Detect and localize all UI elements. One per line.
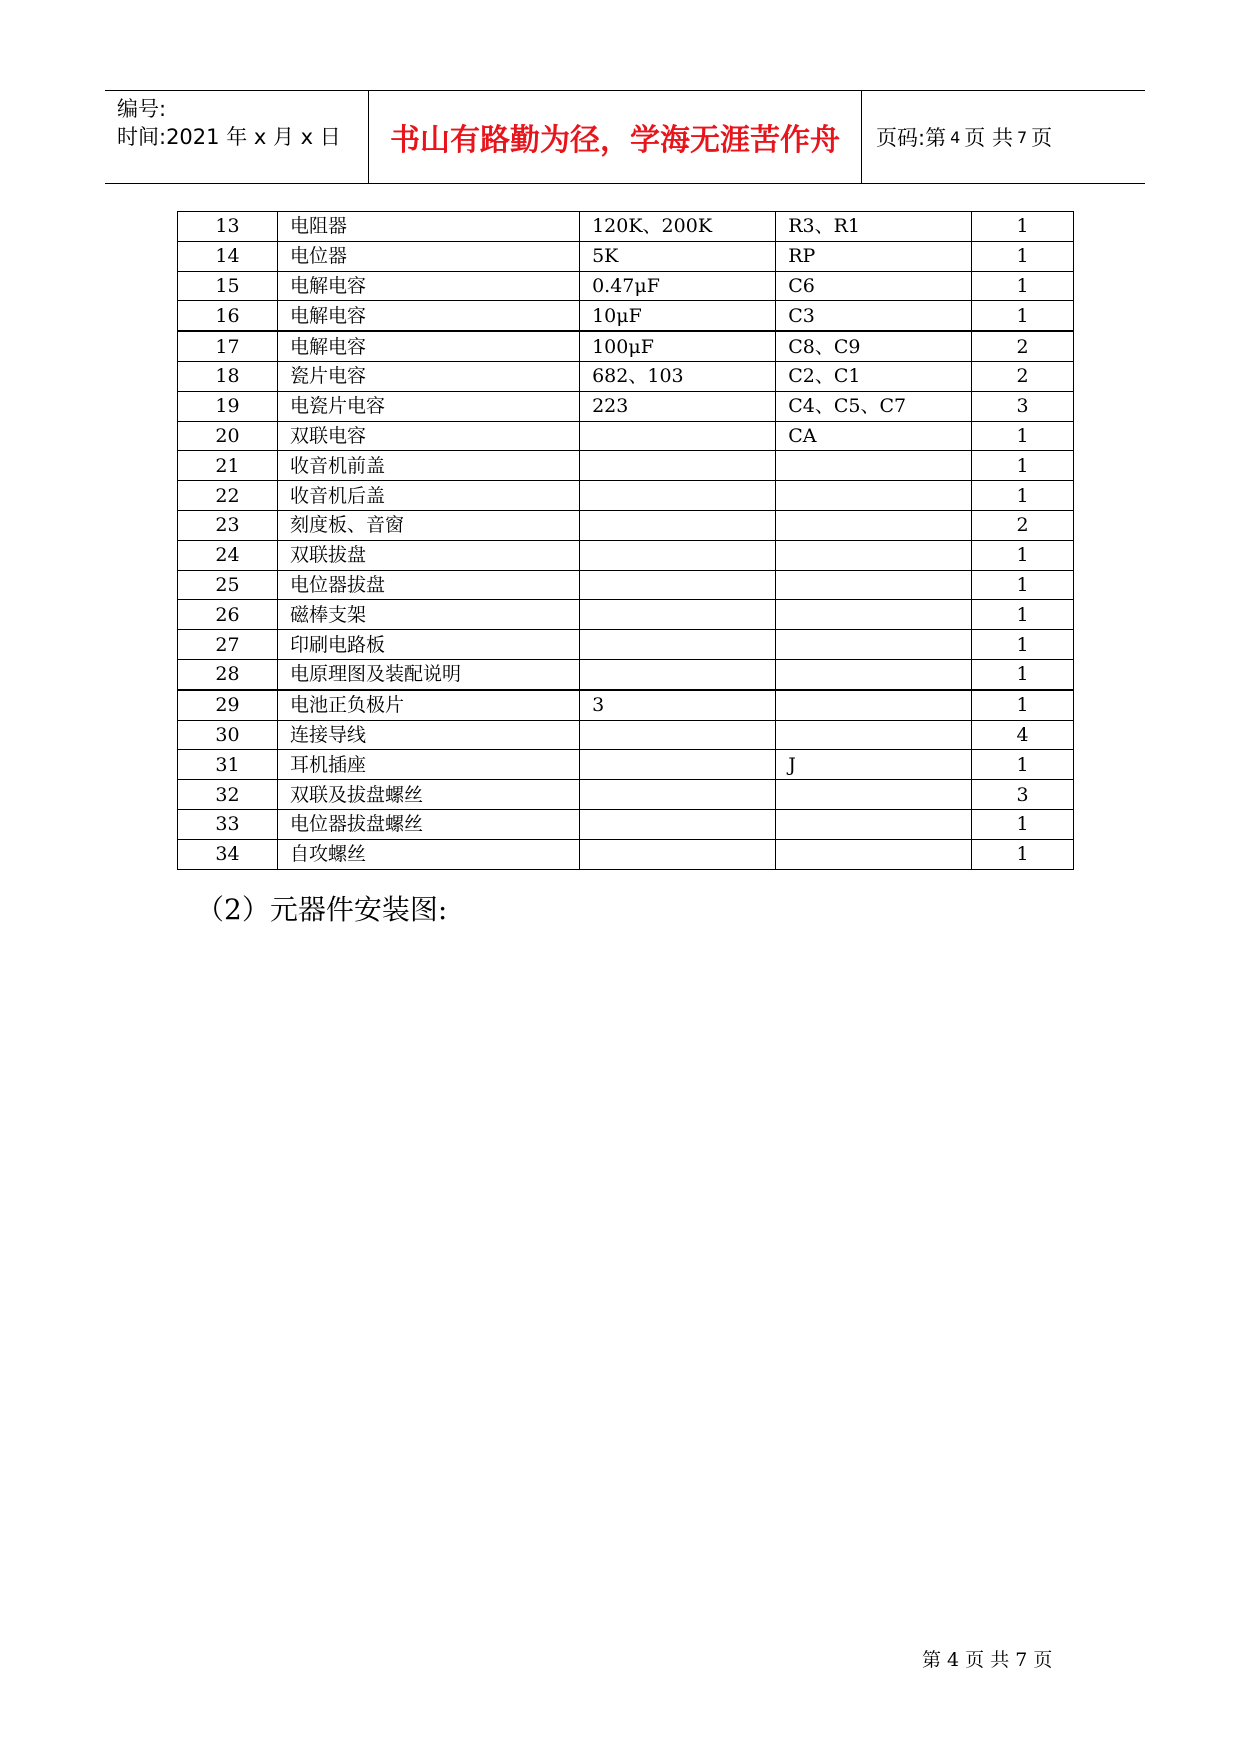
cell-number: 34 [178,839,278,869]
cell-ref [776,809,972,839]
cell-spec [580,510,776,540]
header-motto: 书山有路勤为径，学海无涯苦作舟 [369,91,862,183]
table-row [178,331,1074,361]
cell-quantity: 2 [972,331,1074,361]
cell-spec: 682、103 [580,361,776,391]
cell-spec [580,540,776,570]
table-row [178,540,1074,570]
cell-number: 26 [178,600,278,630]
cell-quantity: 3 [972,391,1074,421]
table-row [178,750,1074,780]
cell-ref: C4、C5、C7 [776,391,972,421]
cell-name: 磁棒支架 [278,600,580,630]
cell-number: 14 [178,241,278,271]
cell-quantity: 1 [972,750,1074,780]
cell-name: 收音机前盖 [278,451,580,481]
cell-spec: 120K、200K [580,212,776,242]
cell-spec [580,839,776,869]
cell-name: 电位器拔盘螺丝 [278,809,580,839]
cell-number: 24 [178,540,278,570]
cell-number: 27 [178,630,278,660]
table-row [178,451,1074,481]
cell-number: 25 [178,570,278,600]
page-info-prefix: 页码:第 [876,126,947,150]
cell-number: 30 [178,720,278,750]
cell-quantity: 1 [972,690,1074,720]
number-label: 编号: [117,97,167,121]
cell-spec [580,630,776,660]
table-row [178,212,1074,242]
cell-quantity: 1 [972,421,1074,451]
cell-spec [580,481,776,511]
cell-quantity: 1 [972,659,1074,689]
parts-table-body [178,212,1074,870]
cell-name: 收音机后盖 [278,481,580,511]
table-row [178,809,1074,839]
cell-name: 自攻螺丝 [278,839,580,869]
cell-number: 33 [178,809,278,839]
cell-number: 29 [178,690,278,720]
cell-name: 双联及拔盘螺丝 [278,780,580,810]
cell-spec: 223 [580,391,776,421]
cell-number: 22 [178,481,278,511]
cell-quantity: 2 [972,361,1074,391]
cell-number: 19 [178,391,278,421]
cell-quantity: 1 [972,630,1074,660]
cell-ref [776,600,972,630]
cell-ref [776,481,972,511]
page-info-suffix: 页 [1031,126,1053,150]
cell-quantity: 4 [972,720,1074,750]
cell-ref [776,690,972,720]
table-row [178,481,1074,511]
cell-ref [776,570,972,600]
cell-spec [580,451,776,481]
cell-spec [580,809,776,839]
cell-number: 15 [178,271,278,301]
section-caption: （2）元器件安装图: [196,893,448,926]
cell-spec: 5K [580,241,776,271]
cell-spec [580,570,776,600]
cell-name: 电解电容 [278,301,580,331]
table-row [178,421,1074,451]
cell-ref [776,659,972,689]
cell-ref: J [776,750,972,780]
parts-table [177,211,1074,870]
cell-name: 瓷片电容 [278,361,580,391]
cell-name: 印刷电路板 [278,630,580,660]
cell-name: 电解电容 [278,271,580,301]
cell-quantity: 1 [972,271,1074,301]
cell-quantity: 1 [972,241,1074,271]
cell-name: 电解电容 [278,331,580,361]
header-left-cell [105,91,369,183]
table-row [178,301,1074,331]
page-header [105,90,1145,184]
page-total: 7 [1016,127,1028,147]
cell-number: 28 [178,659,278,689]
cell-number: 13 [178,212,278,242]
cell-number: 21 [178,451,278,481]
table-row [178,271,1074,301]
cell-name: 双联电容 [278,421,580,451]
page-footer: 第 4 页 共 7 页 [922,1649,1053,1671]
cell-quantity: 1 [972,809,1074,839]
cell-quantity: 1 [972,212,1074,242]
cell-quantity: 2 [972,510,1074,540]
cell-number: 32 [178,780,278,810]
cell-ref [776,780,972,810]
table-row [178,361,1074,391]
cell-number: 20 [178,421,278,451]
cell-ref: C8、C9 [776,331,972,361]
time-label: 时间:2021 年 x 月 x 日 [117,125,341,149]
cell-quantity: 1 [972,481,1074,511]
cell-quantity: 1 [972,839,1074,869]
cell-ref: R3、R1 [776,212,972,242]
cell-ref [776,720,972,750]
cell-name: 刻度板、音窗 [278,510,580,540]
cell-ref [776,839,972,869]
cell-ref [776,510,972,540]
table-row [178,570,1074,600]
cell-number: 23 [178,510,278,540]
table-row [178,391,1074,421]
cell-quantity: 1 [972,451,1074,481]
page-current: 4 [950,127,961,147]
header-page-info [862,91,1145,183]
cell-spec [580,720,776,750]
cell-spec: 0.47μF [580,271,776,301]
table-row [178,630,1074,660]
cell-name: 双联拔盘 [278,540,580,570]
table-row [178,690,1074,720]
cell-name: 电原理图及装配说明 [278,659,580,689]
table-row [178,510,1074,540]
cell-ref: C3 [776,301,972,331]
cell-ref [776,451,972,481]
cell-quantity: 1 [972,301,1074,331]
table-row [178,780,1074,810]
cell-ref: C2、C1 [776,361,972,391]
cell-spec: 100μF [580,331,776,361]
cell-name: 电位器拔盘 [278,570,580,600]
cell-spec [580,421,776,451]
table-row [178,600,1074,630]
cell-name: 电位器 [278,241,580,271]
cell-name: 电池正负极片 [278,690,580,720]
cell-ref: RP [776,241,972,271]
cell-spec [580,780,776,810]
table-row [178,720,1074,750]
cell-spec [580,600,776,630]
cell-number: 18 [178,361,278,391]
cell-number: 16 [178,301,278,331]
cell-number: 31 [178,750,278,780]
cell-ref [776,630,972,660]
cell-quantity: 1 [972,600,1074,630]
cell-quantity: 3 [972,780,1074,810]
table-row [178,839,1074,869]
page-info-middle: 页 共 [964,126,1013,150]
cell-quantity: 1 [972,540,1074,570]
cell-spec: 3 [580,690,776,720]
cell-name: 电阻器 [278,212,580,242]
cell-name: 耳机插座 [278,750,580,780]
cell-quantity: 1 [972,570,1074,600]
cell-spec [580,750,776,780]
cell-spec [580,659,776,689]
cell-name: 电瓷片电容 [278,391,580,421]
cell-name: 连接导线 [278,720,580,750]
table-row [178,659,1074,689]
cell-number: 17 [178,331,278,361]
cell-spec: 10μF [580,301,776,331]
cell-ref [776,540,972,570]
cell-ref: C6 [776,271,972,301]
table-row [178,241,1074,271]
cell-ref: CA [776,421,972,451]
